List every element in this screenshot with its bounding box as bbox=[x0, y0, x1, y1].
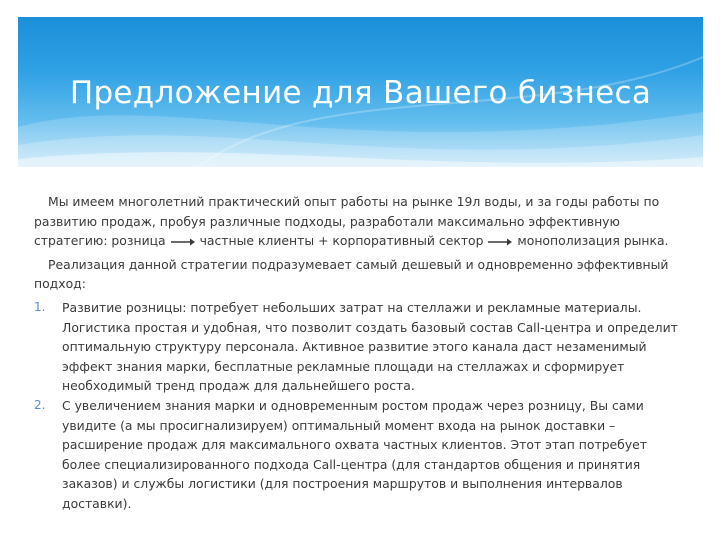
slide-body bbox=[34, 192, 684, 514]
title-banner bbox=[18, 17, 703, 167]
numbered-list bbox=[34, 298, 684, 514]
list-item-text: С увеличением знания марки и одновременным ростом продаж через розницу, Вы сами увидите (а мы просигнализируем) оптимальный момент входа на рынок доставки – расширение продаж для максимального охвата частных клиентов. Этот этап потребует более специализированного подхода Call-центра (для стандартов общения и принятия заказов) и службы логистики (для построения маршрутов и выполнения интервалов доставки). bbox=[62, 397, 647, 511]
arrow-right-icon bbox=[170, 237, 196, 247]
list-item-text: Развитие розницы: потребует небольших затрат на стеллажи и рекламные материалы. Логистика простая и удобная, что позволит создать базовый состав Call-центра и определит оптимальную структуру персонала. Активное развитие этого канала даст незаменимый эффект знания марки, бесплатные рекламные площади на стеллажах и сформирует необходимый тренд продаж для дальнейшего роста. bbox=[62, 299, 678, 394]
intro-text-1: Мы имеем многолетний практический опыт работы на рынке 19л воды, и за годы работы по развитию продаж, пробуя различные подходы, разработали максимально эффективную стратегию: розница bbox=[34, 194, 660, 249]
list-item bbox=[34, 298, 684, 396]
intro-paragraph bbox=[34, 192, 684, 251]
intro-text-3: монополизация рынка. bbox=[517, 233, 669, 249]
arrow-right-icon bbox=[487, 237, 513, 247]
strategy-paragraph: Реализация данной стратегии подразумевает самый дешевый и одновременно эффективный подход: bbox=[34, 256, 669, 292]
intro-text-2: частные клиенты + корпоративный сектор bbox=[199, 233, 484, 249]
list-item-number: 2. bbox=[34, 397, 46, 412]
list-item-number: 1. bbox=[34, 299, 46, 314]
page-title: Предложение для Вашего бизнеса bbox=[69, 75, 652, 111]
list-item bbox=[34, 396, 684, 514]
